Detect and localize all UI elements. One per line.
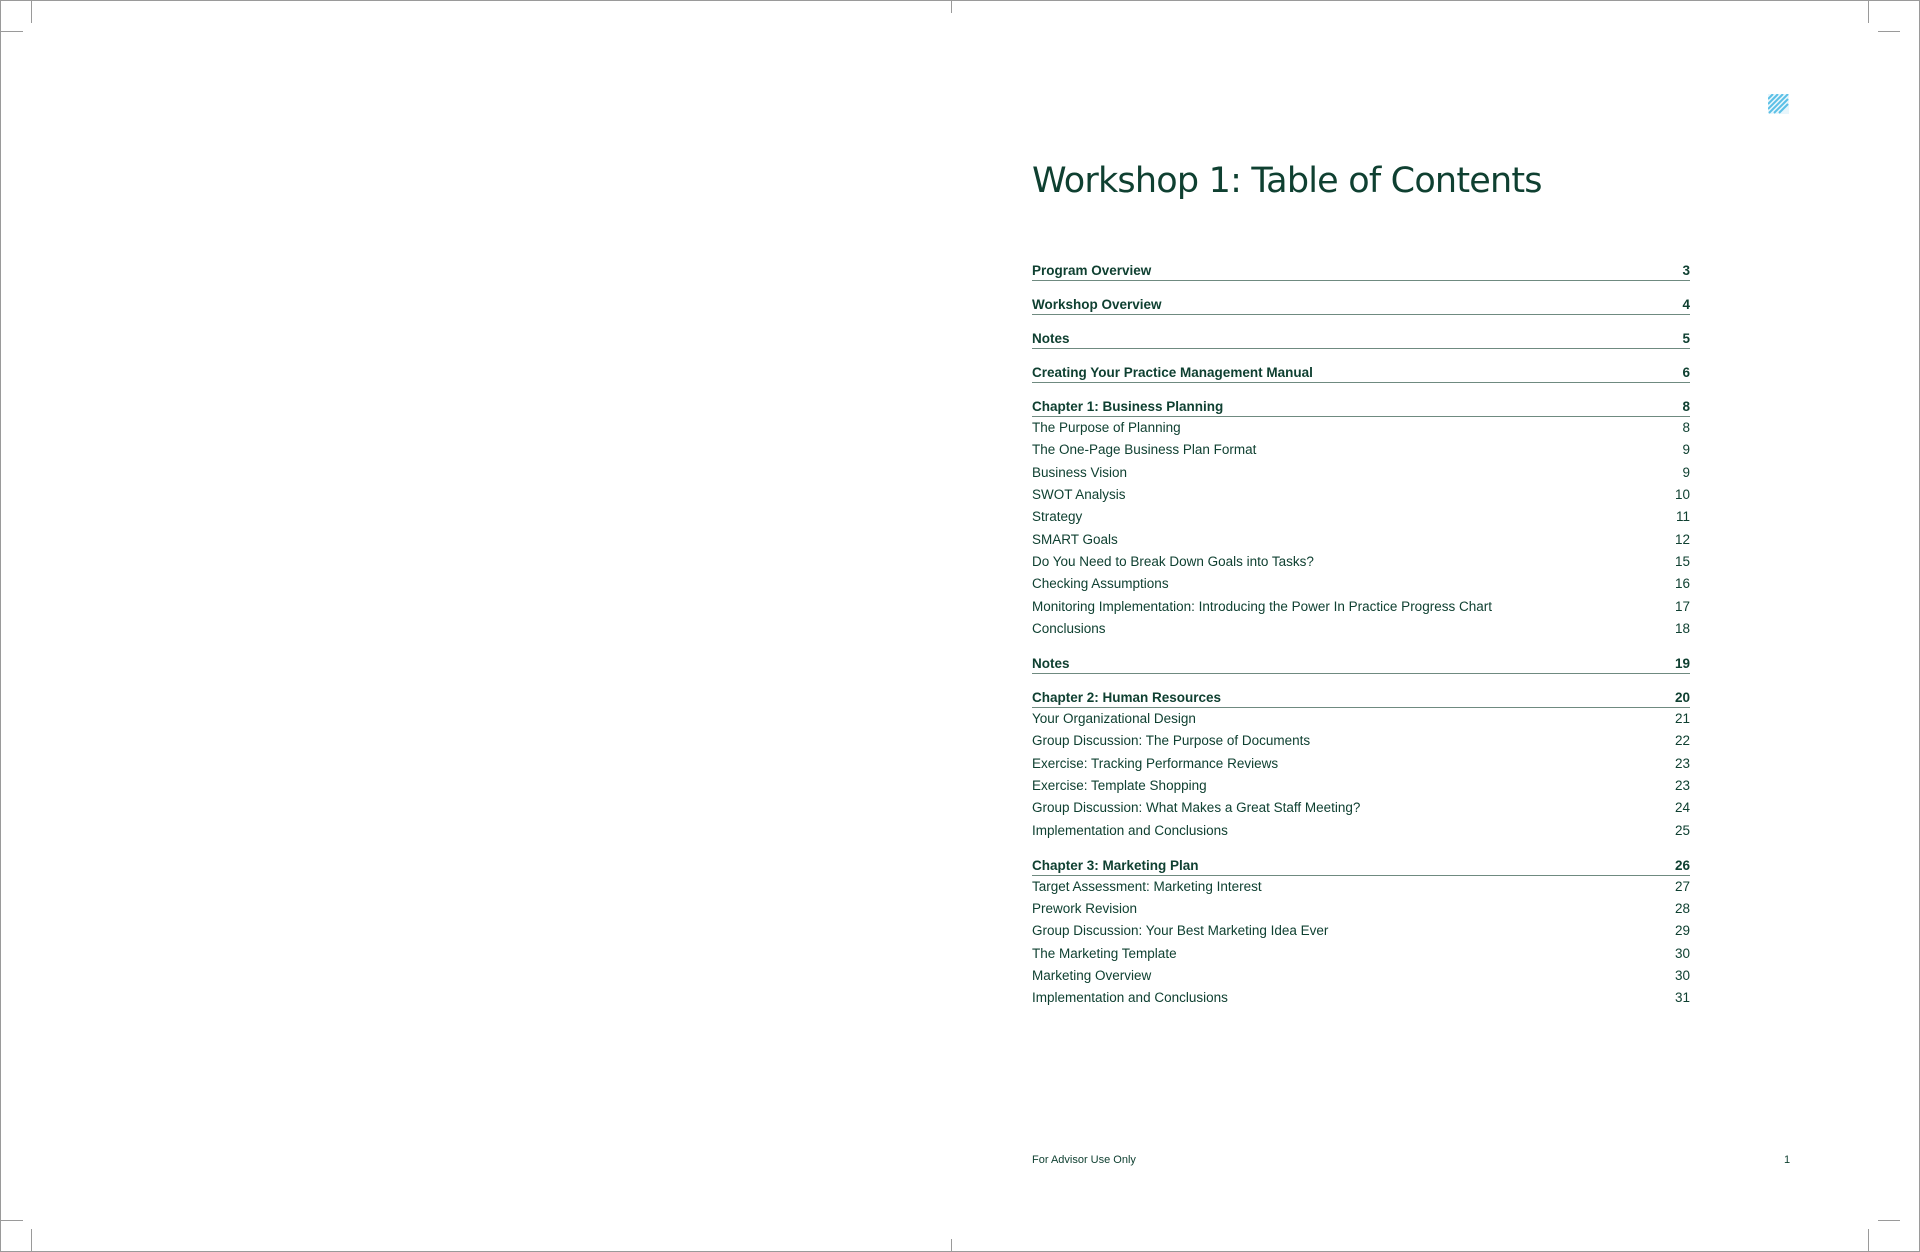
toc-entry-label: SMART Goals <box>1032 531 1118 547</box>
toc-entry-label: Workshop Overview <box>1032 297 1162 312</box>
toc-entry-row[interactable] <box>1032 987 1690 1009</box>
crop-mark <box>951 1 952 13</box>
toc-entry-row[interactable] <box>1032 920 1690 942</box>
toc-entry-page: 30 <box>1674 945 1690 961</box>
toc-entry-page: 4 <box>1682 297 1690 312</box>
toc-entry-row[interactable] <box>1032 439 1690 461</box>
toc-entry-row[interactable] <box>1032 943 1690 965</box>
toc-entry-label: Your Organizational Design <box>1032 711 1196 727</box>
toc-entry-page: 16 <box>1674 576 1690 592</box>
toc-entry-label: Checking Assumptions <box>1032 576 1169 592</box>
toc-entry-page: 3 <box>1682 263 1690 278</box>
toc-section-row[interactable] <box>1032 355 1690 383</box>
toc-entry-row[interactable] <box>1032 417 1690 439</box>
toc-entry-row[interactable] <box>1032 618 1690 640</box>
toc-entry-page: 9 <box>1682 464 1690 480</box>
toc-entry-row[interactable] <box>1032 595 1690 617</box>
toc-entry-row[interactable] <box>1032 573 1690 595</box>
toc-entry-label: Marketing Overview <box>1032 968 1152 984</box>
toc-entry-row[interactable] <box>1032 965 1690 987</box>
toc-entry-page: 17 <box>1674 598 1690 614</box>
toc-entry-label: Do You Need to Break Down Goals into Tasks? <box>1032 553 1314 569</box>
toc-entry-page: 9 <box>1682 442 1690 458</box>
toc-section-row[interactable] <box>1032 680 1690 708</box>
toc-entry-label: Group Discussion: The Purpose of Documents <box>1032 733 1311 749</box>
crop-mark <box>31 1229 32 1251</box>
toc-entry-label: Monitoring Implementation: Introducing the Power In Practice Progress Chart <box>1032 598 1492 614</box>
toc-entry-label: Creating Your Practice Management Manual <box>1032 365 1313 380</box>
crop-mark <box>1868 1229 1869 1251</box>
toc-entry-label: Program Overview <box>1032 263 1152 278</box>
crop-mark <box>1 31 23 32</box>
toc-entry-page: 6 <box>1682 365 1690 380</box>
toc-entry-row[interactable] <box>1032 797 1690 819</box>
toc-entry-row[interactable] <box>1032 775 1690 797</box>
toc-entry-row[interactable] <box>1032 528 1690 550</box>
toc-entry-label: Group Discussion: What Makes a Great Staff Meeting? <box>1032 800 1361 816</box>
crop-mark <box>1878 1220 1900 1221</box>
toc-entry-label: The Marketing Template <box>1032 945 1177 961</box>
toc-entry-page: 21 <box>1674 711 1690 727</box>
toc-entry-page: 31 <box>1674 990 1690 1006</box>
toc-entry-label: Group Discussion: Your Best Marketing Idea Ever <box>1032 923 1329 939</box>
toc-entry-row[interactable] <box>1032 876 1690 898</box>
table-of-contents <box>1032 253 1690 1010</box>
toc-entry-page: 29 <box>1674 923 1690 939</box>
crop-mark <box>951 1239 952 1251</box>
toc-entry-label: Notes <box>1032 655 1070 671</box>
page-number: 1 <box>1784 1154 1791 1166</box>
toc-entry-page: 24 <box>1674 800 1690 816</box>
toc-entry-label: Implementation and Conclusions <box>1032 822 1228 838</box>
crop-mark <box>31 1 32 23</box>
toc-section-row[interactable] <box>1032 287 1690 315</box>
toc-entry-row[interactable] <box>1032 898 1690 920</box>
toc-entry-label: Conclusions <box>1032 620 1106 636</box>
toc-entry-label: Chapter 2: Human Resources <box>1032 689 1222 705</box>
toc-entry-page: 18 <box>1674 620 1690 636</box>
toc-entry-row[interactable] <box>1032 819 1690 841</box>
diagonal-stripes-logo-icon <box>1768 94 1789 114</box>
toc-section-row[interactable] <box>1032 253 1690 281</box>
toc-entry-page: 23 <box>1674 755 1690 771</box>
toc-entry-label: Exercise: Template Shopping <box>1032 778 1207 793</box>
toc-entry-page: 23 <box>1674 778 1690 793</box>
toc-entry-label: Chapter 1: Business Planning <box>1032 399 1224 414</box>
crop-mark <box>1878 31 1900 32</box>
toc-entry-page: 12 <box>1674 531 1690 547</box>
toc-entry-label: The Purpose of Planning <box>1032 420 1181 436</box>
toc-entry-label: Business Vision <box>1032 464 1128 480</box>
toc-section-row[interactable] <box>1032 389 1690 417</box>
toc-entry-label: The One-Page Business Plan Format <box>1032 442 1257 458</box>
toc-entry-page: 26 <box>1674 857 1690 873</box>
toc-entry-page: 5 <box>1682 331 1690 346</box>
page-title: Workshop 1: Table of Contents <box>1032 161 1542 201</box>
toc-entry-label: Prework Revision <box>1032 901 1138 917</box>
toc-entry-label: SWOT Analysis <box>1032 487 1126 503</box>
toc-entry-page: 19 <box>1674 655 1690 671</box>
toc-entry-page: 22 <box>1674 733 1690 749</box>
toc-entry-label: Exercise: Tracking Performance Reviews <box>1032 755 1279 771</box>
toc-entry-row[interactable] <box>1032 708 1690 730</box>
toc-entry-label: Implementation and Conclusions <box>1032 990 1228 1006</box>
toc-section-row[interactable] <box>1032 646 1690 674</box>
toc-entry-page: 20 <box>1674 689 1690 705</box>
toc-entry-row[interactable] <box>1032 551 1690 573</box>
toc-entry-label: Notes <box>1032 331 1070 346</box>
toc-entry-page: 8 <box>1682 399 1690 414</box>
toc-entry-page: 15 <box>1674 553 1690 569</box>
toc-entry-page: 10 <box>1674 487 1690 503</box>
toc-entry-page: 25 <box>1674 822 1690 838</box>
toc-entry-label: Strategy <box>1032 509 1083 525</box>
toc-entry-row[interactable] <box>1032 730 1690 752</box>
toc-entry-page: 8 <box>1682 420 1690 436</box>
toc-entry-page: 30 <box>1674 968 1690 984</box>
toc-entry-row[interactable] <box>1032 506 1690 528</box>
toc-entry-page: 28 <box>1674 901 1690 917</box>
toc-entry-label: Target Assessment: Marketing Interest <box>1032 878 1262 894</box>
toc-entry-label: Chapter 3: Marketing Plan <box>1032 857 1199 873</box>
toc-section-row[interactable] <box>1032 848 1690 876</box>
toc-section-row[interactable] <box>1032 321 1690 349</box>
toc-entry-row[interactable] <box>1032 484 1690 506</box>
toc-entry-page: 11 <box>1675 509 1690 525</box>
footer-notice: For Advisor Use Only <box>1032 1154 1136 1166</box>
crop-mark <box>1868 1 1869 23</box>
toc-entry-row[interactable] <box>1032 462 1690 484</box>
toc-entry-row[interactable] <box>1032 753 1690 775</box>
crop-mark <box>1 1220 23 1221</box>
toc-entry-page: 27 <box>1674 878 1690 894</box>
